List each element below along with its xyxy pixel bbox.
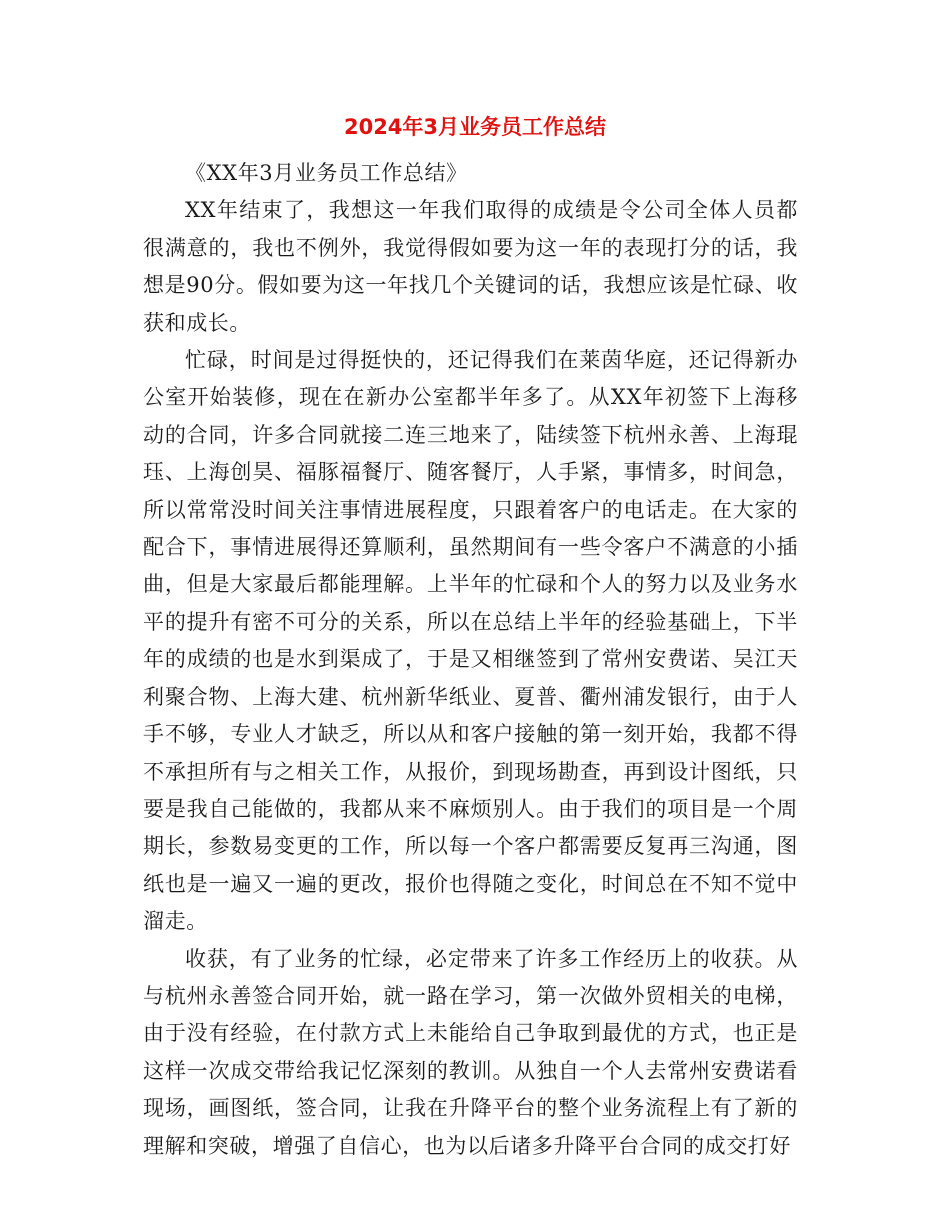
paragraph-intro: XX年结束了，我想这一年我们取得的成绩是令公司全体人员都很满意的，我也不例外，我觉得假如要为这一年的表现打分的话，我想是90分。假如要为这一年找几个关键词的话，我想应该是忙碌、收获和成长。 [143,198,798,335]
paragraph-busy: 忙碌，时间是过得挺快的，还记得我们在莱茵华庭，还记得新办公室开始装修，现在在新办公室都半年多了。从XX年初签下上海移动的合同，许多合同就接二连三地来了，陆续签下杭州永善、上海琨珏、上海创昊、福豚福餐厅、随客餐厅，人手紧，事情多，时间急，所以常常没时间关注事情进展程度，只跟着客户的电话走。在大家的配合下，事情进展得还算顺利，虽然期间有一些令客户不满意的小插曲，但是大家最后都能理解。上半年的忙碌和个人的努力以及业务水平的提升有密不可分的关系，所以在总结上半年的经验基础上，下半年的成绩的也是水到渠成了，于是又相继签到了常州安费诺、吴江天利聚合物、上海大建、杭州新华纸业、夏普、衢州浦发银行，由于人手不够，专业人才缺乏，所以从和客户接触的第一刻开始，我都不得不承担所有与之相关工作，从报价，到现场勘查，再到设计图纸，只要是我自己能做的，我都从来不麻烦别人。由于我们的项目是一个周期长，参数易变更的工作，所以每一个客户都需要反复再三沟通，图纸也是一遍又一遍的更改，报价也得随之变化，时间总在不知不觉中溜走。 [143,348,798,934]
paragraph-subtitle: 《XX年3月业务员工作总结》 [185,161,468,185]
document-body [143,155,798,1165]
document-title: 2024年3月业务员工作总结 [343,115,607,139]
paragraph-harvest: 收获，有了业务的忙绿，必定带来了许多工作经历上的收获。从与杭州永善签合同开始，就一路在学习，第一次做外贸相关的电梯，由于没有经验，在付款方式上未能给自己争取到最优的方式，也正是这样一次成交带给我记忆深刻的教训。从独自一个人去常州安费诺看现场，画图纸，签合同，让我在升降平台的整个业务流程上有了新的理解和突破，增强了自信心，也为以后诸多升降平台合同的成交打好 [143,946,798,1158]
